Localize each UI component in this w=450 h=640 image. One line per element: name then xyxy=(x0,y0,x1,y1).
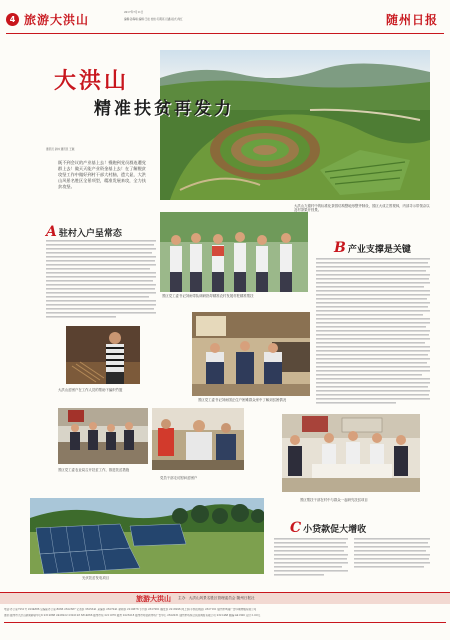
page-header xyxy=(6,10,444,32)
banner-title: 大洪山 xyxy=(54,68,130,94)
meeting-photo xyxy=(58,408,148,464)
footer-brand: 旅游大洪山 xyxy=(136,594,171,603)
lede-paragraph: 既不到会议的产业基上去！慢跑到党员群连遭党群上去！做天天能产业资金基上去！在了解脱贫攻坚工作中做好到村干部大村脑，遗大显，大洪山风景名胜区全景项型，精准发展来攻，全力扶贫攻坚。 xyxy=(58,160,146,189)
weaving-photo xyxy=(66,326,140,384)
solar-photo xyxy=(30,498,264,574)
discussion-photo-caption: 景区帮扶干部在村中与群众一起研究扶贫项目 xyxy=(300,498,368,502)
footer-banner xyxy=(0,592,450,604)
section-b-heading: B产业支撑是关键 xyxy=(334,240,411,256)
footer-bottom-rule xyxy=(4,622,446,623)
section-a-heading: A驻村入户呈常态 xyxy=(46,224,122,240)
weaving-photo-caption: 大洪山贫困户在工作人员的帮助下编织竹篮 xyxy=(58,388,123,392)
family-photo xyxy=(152,408,244,470)
solar-photo-caption: 光伏扶贫发电项目 xyxy=(82,576,110,580)
section-c-heading: C小贷款促大增收 xyxy=(290,520,367,536)
group-photo-caption: 景区党工委书记刘雨带队调研指导精准农村发展村驻精准帮扶 xyxy=(162,294,254,298)
section-name: 旅游大洪山 xyxy=(24,13,90,27)
byline-authors: 通讯员 余林 通讯员 王献 xyxy=(46,148,75,151)
footer-contact-line-1: 电话:办公室7251号 2234886 总编室办公室:8066 2322387 记者部 3325541 采编部 2327041 新闻部 2219676 专刊部 2327061 播发部 2218296 网上部(手机报网站) 2327161 随州市城南广告印刷物服有限公司 xyxy=(4,608,257,611)
aerial-photo xyxy=(160,50,430,200)
header-rule xyxy=(6,33,444,34)
section-c-text xyxy=(274,538,430,582)
section-b-text xyxy=(316,258,430,408)
visit-photo-caption: 景区党工委书记刘雨国正住户困难群众家中了解到贫困情况 xyxy=(198,398,287,402)
family-photo-caption: 党员干部走访慰问贫困户 xyxy=(160,476,198,480)
banner-subtitle: 精准扶贫再发力 xyxy=(94,99,234,119)
group-photo xyxy=(160,212,308,292)
visit-photo xyxy=(192,312,310,396)
meeting-photo-caption: 景区党工委农业局召开扶贫工作，推进扶贫措施 xyxy=(58,468,130,472)
section-a-text xyxy=(46,240,156,320)
discussion-photo xyxy=(282,414,420,492)
footer-contact-line-2: 通讯:随州市大洪山新闻新联中心6 2312888 2428222 2322128 3814666 随州市东 2211076 随州 2223218 随州市场营新市场广告中心 2322031 随州市场综合民政调度有限公司 2321468 邮编:441300 定价:1.00元 xyxy=(4,614,261,617)
footer-publisher: 主办：大洪山风景名胜区管理委员会 随州日报社 xyxy=(178,596,255,600)
aerial-caption: 大洪山九德村中的标准化茶园结构整地形整齐制设，园区大成立景观林，内部寻示带领杂以及村茶果开枝景。 xyxy=(294,204,430,212)
editors-line: 编辑:孙海峰 编辑:王松 校检:毛明亮 衍鑫 接式:尚红 xyxy=(124,18,183,21)
page-number-badge: 4 xyxy=(6,13,19,26)
newspaper-name: 随州日报 xyxy=(385,13,438,27)
date-line: 2017年7月11日 xyxy=(124,11,144,14)
